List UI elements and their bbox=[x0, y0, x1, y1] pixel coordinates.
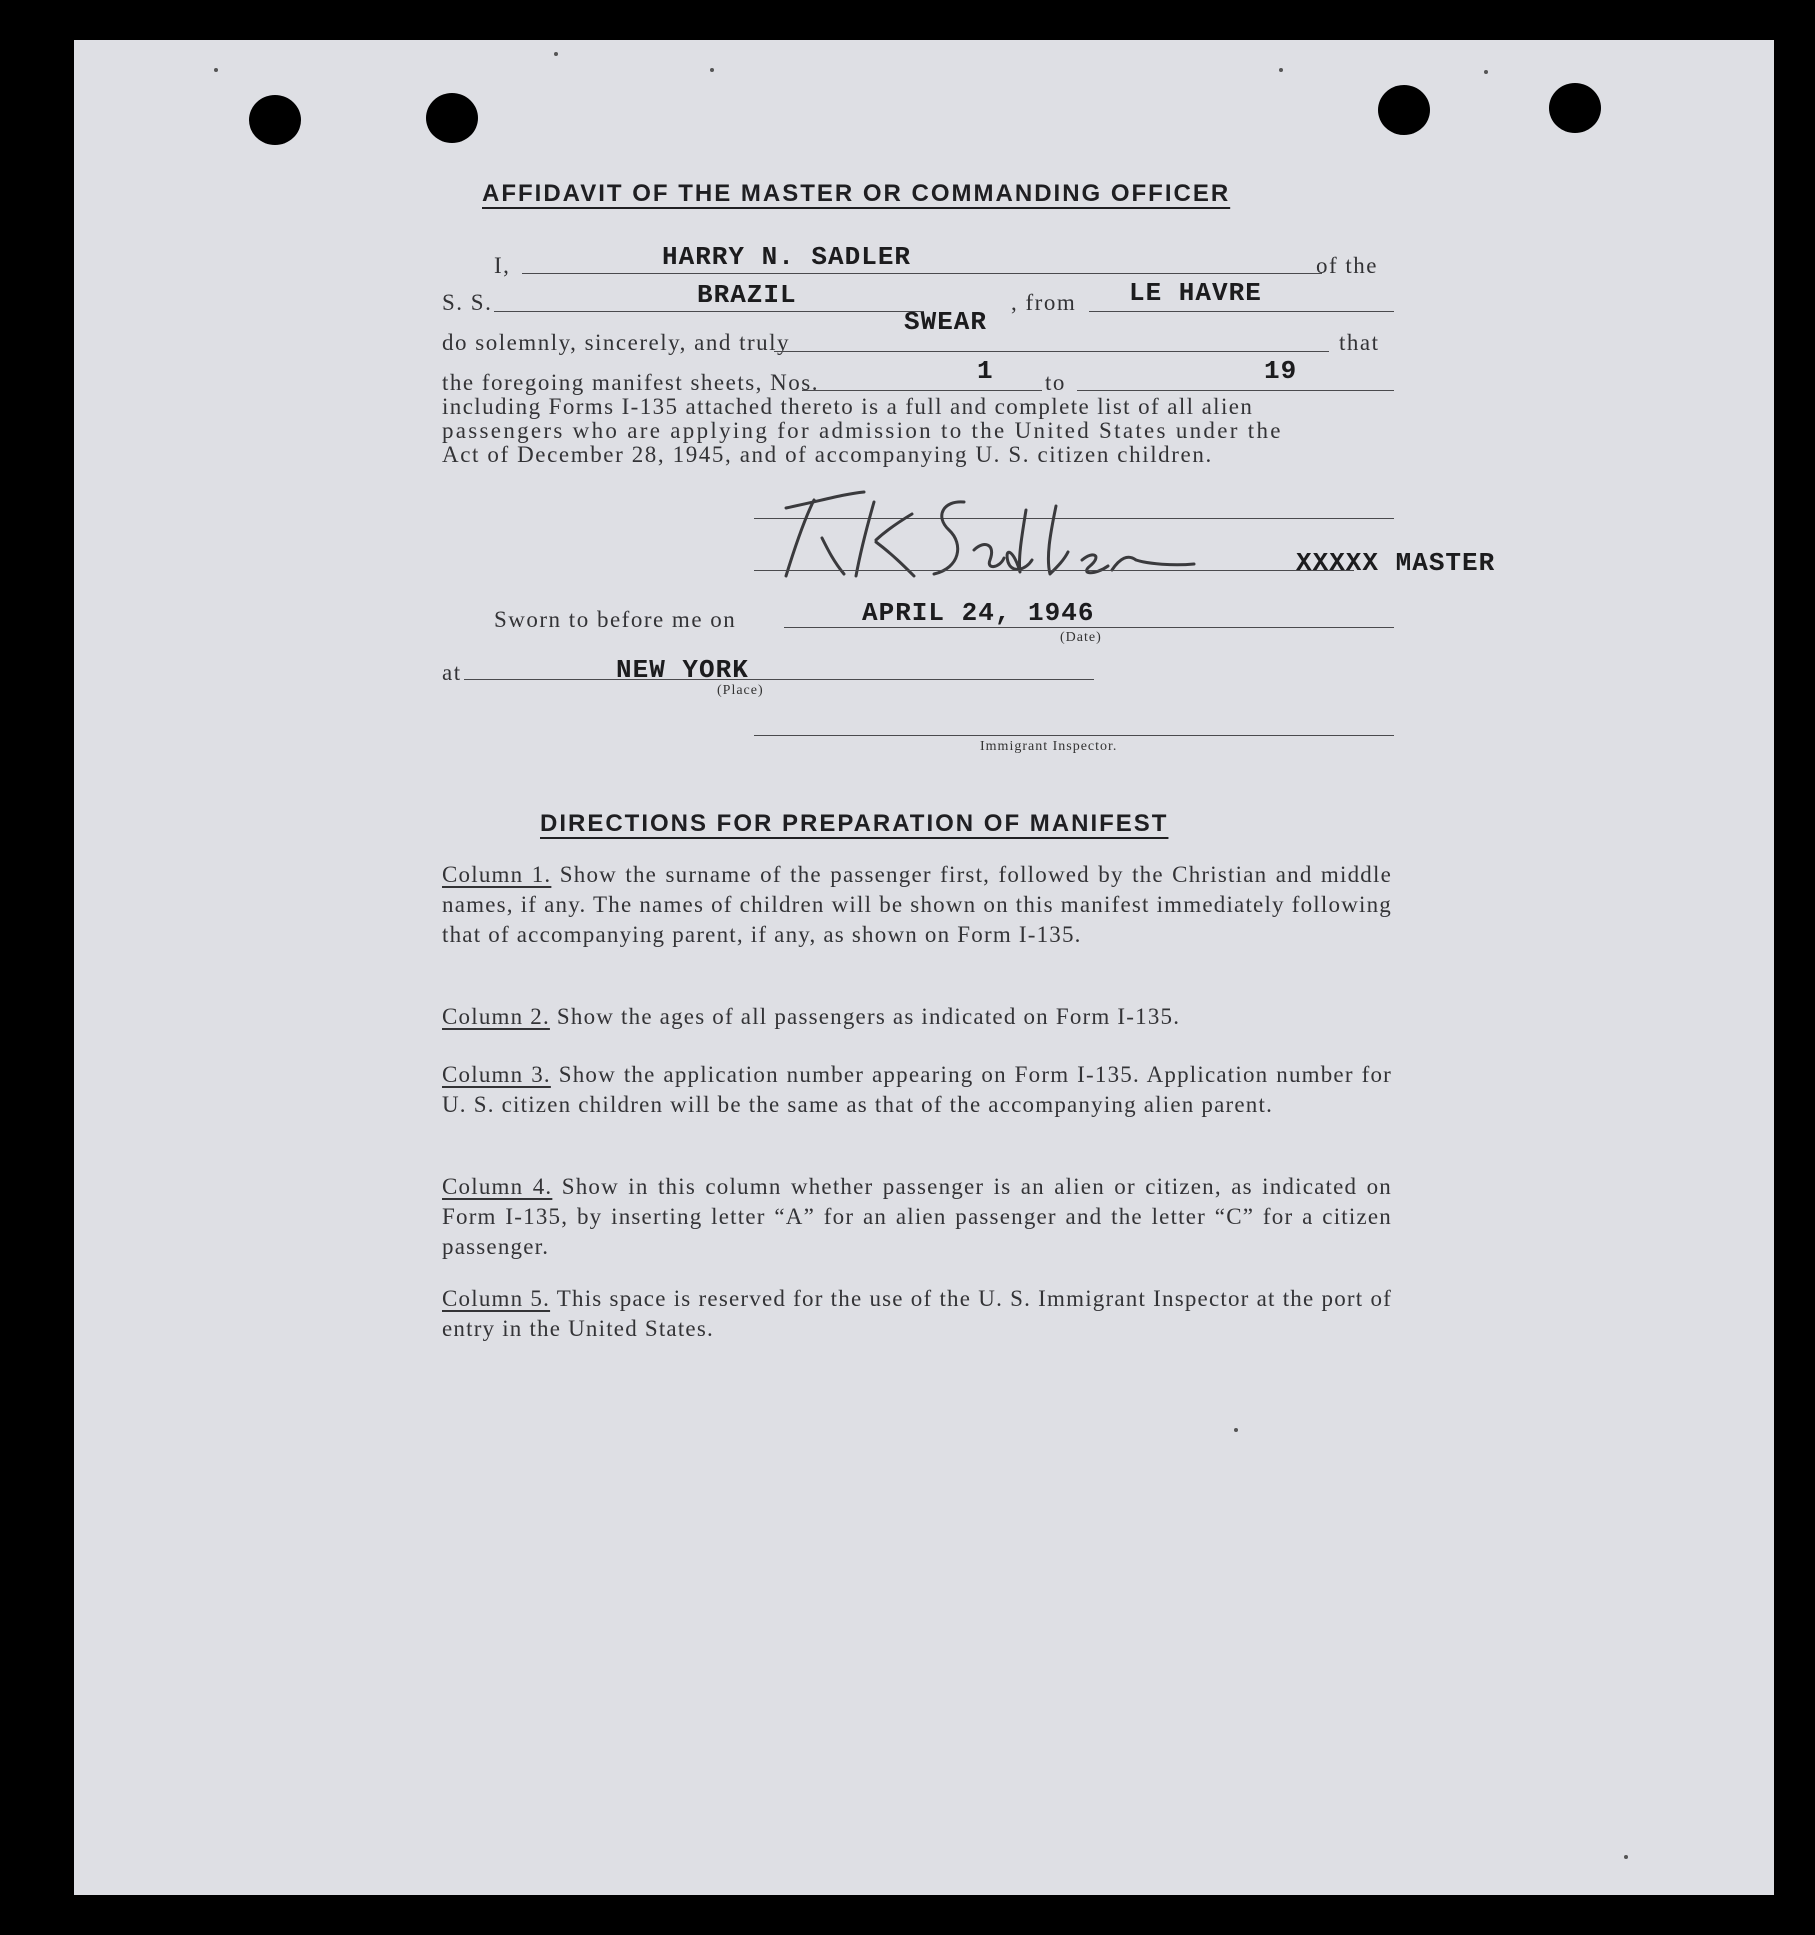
affidavit-body-line: including Forms I-135 attached thereto is a full and complete list of all alien bbox=[442, 394, 1254, 419]
column-text: Show the application number appearing on Form I-135. Application number for U. S. citizen children will be the same as that of the accompanying alien parent. bbox=[442, 1062, 1393, 1117]
ss-label: S. S. bbox=[442, 290, 493, 315]
column-label: Column 1. bbox=[442, 862, 552, 887]
speck bbox=[214, 68, 218, 72]
ship-name: BRAZIL bbox=[697, 280, 797, 310]
speck bbox=[1484, 70, 1488, 74]
speck bbox=[1624, 1855, 1628, 1859]
column-text: Show in this column whether passenger is an alien or citizen, as indicated on Form I-135, by inserting letter “A” for an alien passenger and the letter “C” for a citizen passenger. bbox=[442, 1174, 1393, 1259]
affidavit-body-line: passengers who are applying for admission to the United States under the bbox=[442, 418, 1283, 443]
affidavit-heading: AFFIDAVIT OF THE MASTER OR COMMANDING OFFICER bbox=[482, 180, 1231, 207]
punch-hole bbox=[1378, 85, 1430, 135]
oath-rule bbox=[774, 351, 1329, 352]
column-label: Column 4. bbox=[442, 1174, 553, 1199]
sheet-from-rule bbox=[802, 390, 1042, 391]
of-the-label: of the bbox=[1316, 253, 1379, 278]
departure-port: LE HAVRE bbox=[1129, 278, 1262, 308]
master-title: XXXXX MASTER bbox=[1296, 548, 1496, 578]
sworn-text: Sworn to before me on bbox=[494, 607, 737, 632]
column-text: This space is reserved for the use of the U. S. Immigrant Inspector at the port of entry in the United States. bbox=[442, 1286, 1392, 1341]
port-rule bbox=[1089, 311, 1394, 312]
speck bbox=[710, 68, 714, 72]
column-label: Column 2. bbox=[442, 1004, 550, 1029]
direction-column-4 bbox=[442, 1172, 1392, 1262]
master-name: HARRY N. SADLER bbox=[662, 242, 912, 272]
signature-rule bbox=[754, 570, 1354, 571]
place-rule bbox=[464, 679, 1094, 680]
speck bbox=[1279, 68, 1283, 72]
ship-rule bbox=[494, 311, 924, 312]
sheet-from: 1 bbox=[977, 356, 994, 386]
solemnly-text: do solemnly, sincerely, and truly bbox=[442, 330, 791, 355]
date-caption: (Date) bbox=[1060, 630, 1102, 645]
direction-column-2 bbox=[442, 1002, 1392, 1032]
sheet-to: 19 bbox=[1264, 356, 1298, 386]
oath-word: SWEAR bbox=[904, 307, 988, 337]
direction-column-3 bbox=[442, 1060, 1392, 1120]
sheet-to-rule bbox=[1077, 390, 1394, 391]
at-label: at bbox=[442, 660, 462, 685]
sheets-text: the foregoing manifest sheets, Nos. bbox=[442, 370, 819, 395]
direction-column-5 bbox=[442, 1284, 1392, 1344]
signature-image bbox=[764, 480, 1204, 590]
sworn-date: APRIL 24, 1946 bbox=[862, 598, 1095, 628]
place-caption: (Place) bbox=[717, 683, 764, 698]
punch-hole bbox=[1549, 83, 1601, 133]
punch-hole bbox=[426, 93, 478, 143]
sworn-place: NEW YORK bbox=[616, 655, 749, 685]
that-label: that bbox=[1339, 330, 1380, 355]
name-rule bbox=[522, 273, 1322, 274]
from-label: , from bbox=[1011, 290, 1077, 315]
document-page bbox=[74, 40, 1774, 1895]
column-label: Column 5. bbox=[442, 1286, 551, 1311]
punch-hole bbox=[249, 95, 301, 145]
direction-column-1 bbox=[442, 860, 1392, 950]
to-label: to bbox=[1045, 370, 1066, 395]
speck bbox=[554, 52, 558, 56]
directions-heading: DIRECTIONS FOR PREPARATION OF MANIFEST bbox=[540, 810, 1169, 837]
column-text: Show the surname of the passenger first, followed by the Christian and middle names, if any. The names of children will be shown on this manifest immediately following that of accompanying parent, if any, as shown on Form I-135. bbox=[442, 862, 1392, 947]
affidavit-body-line: Act of December 28, 1945, and of accompanying U. S. citizen children. bbox=[442, 442, 1213, 467]
inspector-rule bbox=[754, 735, 1394, 736]
column-text: Show the ages of all passengers as indicated on Form I-135. bbox=[549, 1004, 1181, 1029]
i-label: I, bbox=[494, 253, 511, 278]
speck bbox=[1234, 1428, 1238, 1432]
inspector-caption: Immigrant Inspector. bbox=[980, 739, 1118, 754]
column-label: Column 3. bbox=[442, 1062, 551, 1087]
